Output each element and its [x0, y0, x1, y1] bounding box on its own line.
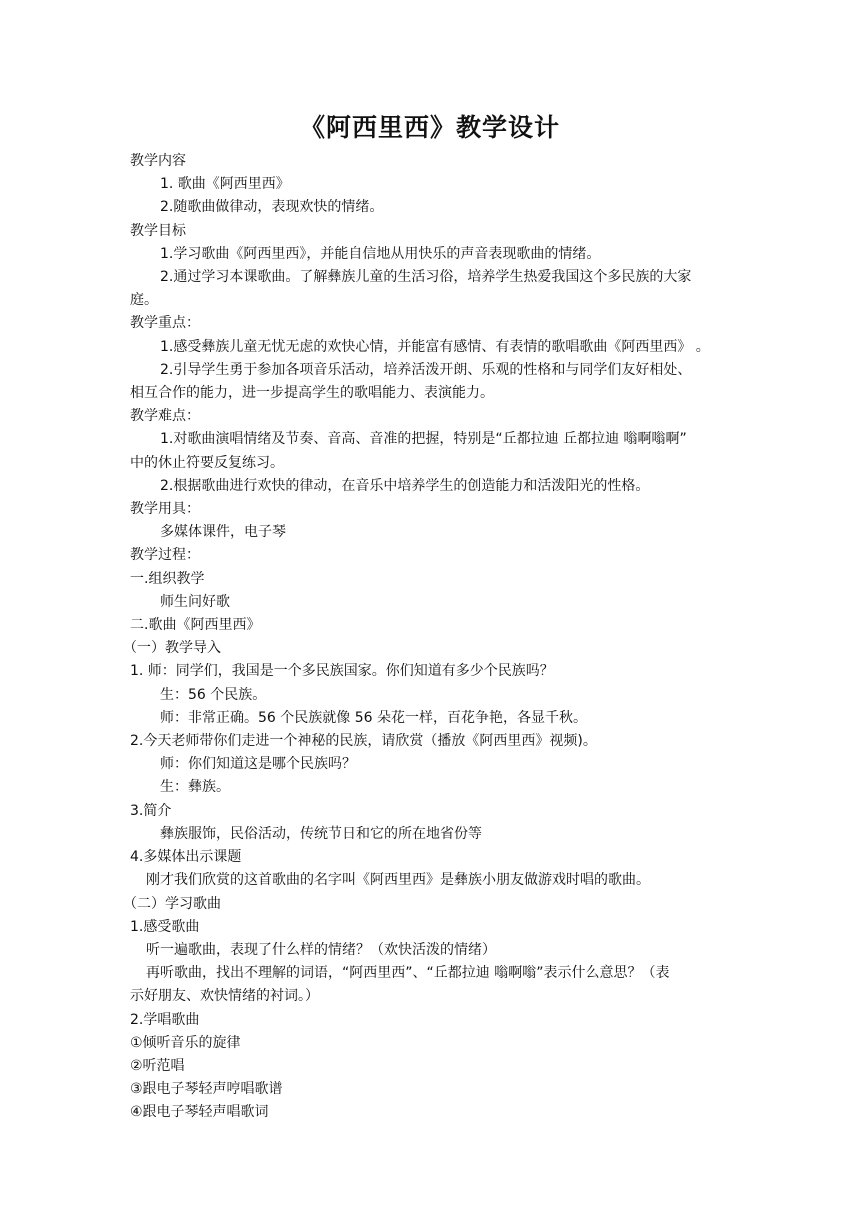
paragraph: 1.感受歌曲 [130, 918, 200, 935]
paragraph: 1.学习歌曲《阿西里西》，并能自信地从用快乐的声音表现歌曲的情绪。 [160, 245, 601, 262]
paragraph: 4.多媒体出示课题 [130, 849, 242, 866]
paragraph: 师：非常正确。56 个民族就像 56 朵花一样，百花争艳，各显千秋。 [160, 709, 587, 726]
subsection-heading: （二）学习歌曲 [123, 895, 221, 912]
section-heading-key-points: 教学重点： [130, 315, 200, 332]
paragraph: 2.今天老师带你们走进一个神秘的民族，请欣赏（播放《阿西里西》视频)。 [130, 733, 597, 750]
paragraph: 师：你们知道这是哪个民族吗？ [160, 756, 356, 773]
list-item: ④跟电子琴轻声唱歌词 [130, 1104, 269, 1121]
paragraph: 2.学唱歌曲 [130, 1011, 200, 1028]
section-heading-difficulties: 教学难点： [130, 408, 200, 425]
document-title: 《阿西里西》教学设计 [299, 113, 560, 142]
paragraph: 2.根据歌曲进行欢快的律动，在音乐中培养学生的创造能力和活泼阳光的性格。 [160, 477, 650, 494]
paragraph: 1.对歌曲演唱情绪及节奏、音高、音准的把握，特别是“丘都拉迪 丘都拉迪 嗡啊嗡啊” [160, 431, 687, 448]
paragraph: 相互合作的能力，进一步提高学生的歌唱能力、表演能力。 [130, 385, 494, 402]
paragraph: 2.随歌曲做律动，表现欢快的情绪。 [160, 199, 384, 216]
list-item: ①倾听音乐的旋律 [130, 1034, 241, 1051]
paragraph: 多媒体课件，电子琴 [160, 524, 286, 541]
paragraph: 2.引导学生勇于参加各项音乐活动，培养活泼开朗、乐观的性格和与同学们友好相处、 [160, 361, 692, 378]
paragraph: 听一遍歌曲，表现了什么样的情绪？（欢快活泼的情绪） [146, 941, 496, 958]
paragraph: 1. 歌曲《阿西里西》 [160, 176, 290, 193]
paragraph: 再听歌曲，找出不理解的词语，“阿西里西”、“丘都拉迪 嗡啊嗡”表示什么意思？（表 [146, 965, 670, 982]
paragraph: 中的休止符要反复练习。 [130, 454, 284, 471]
paragraph: 庭。 [130, 292, 158, 309]
section-heading-tools: 教学用具： [130, 501, 200, 518]
list-item: ②听范唱 [130, 1057, 185, 1074]
paragraph: 1. 师：同学们，我国是一个多民族国家。你们知道有多少个民族吗？ [130, 663, 554, 680]
subsection-heading: 二.歌曲《阿西里西》 [130, 617, 261, 634]
list-item: ③跟电子琴轻声哼唱歌谱 [130, 1081, 283, 1098]
section-heading-content: 教学内容 [130, 153, 186, 169]
document-body [123, 150, 736, 1125]
paragraph: 生：彝族。 [160, 779, 230, 796]
subsection-heading: （一）教学导入 [123, 640, 221, 657]
section-heading-process: 教学过程： [130, 547, 200, 564]
paragraph: 3.简介 [130, 802, 172, 819]
paragraph: 示好朋友、欢快情绪的衬词。） [130, 988, 319, 1005]
paragraph: 2.通过学习本课歌曲。了解彝族儿童的生活习俗，培养学生热爱我国这个多民族的大家 [160, 269, 692, 286]
paragraph: 师生问好歌 [160, 593, 230, 610]
subsection-heading: 一.组织教学 [130, 570, 205, 587]
paragraph: 刚才我们欣赏的这首歌曲的名字叫《阿西里西》是彝族小朋友做游戏时唱的歌曲。 [146, 872, 650, 889]
paragraph: 生：56 个民族。 [160, 686, 267, 703]
paragraph: 1.感受彝族儿童无忧无虑的欢快心情，并能富有感情、有表情的歌唱歌曲《阿西里西》 。 [160, 338, 710, 355]
paragraph: 彝族服饰，民俗活动，传统节日和它的所在地省份等 [160, 825, 482, 842]
section-heading-goals: 教学目标 [130, 222, 186, 239]
